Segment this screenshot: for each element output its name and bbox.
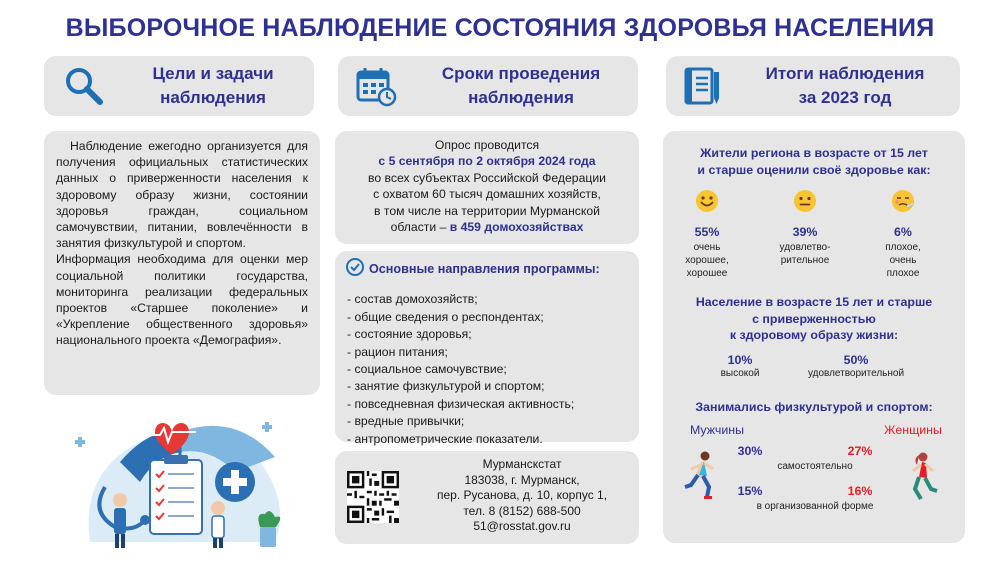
list-item: - вредные привычки;: [347, 414, 465, 429]
health-title: Жители региона в возрасте от 15 лет и старше оценили своё здоровье как:: [697, 146, 931, 177]
page-title: ВЫБОРОЧНОЕ НАБЛЮДЕНИЕ СОСТОЯНИЯ ЗДОРОВЬЯ НАСЕЛЕНИЯ: [65, 14, 935, 42]
female-runner-icon: [907, 451, 943, 503]
directions-title: Основные направления программы:: [369, 262, 600, 276]
health-satisfactory-pct: 39%: [792, 225, 818, 239]
health-poor-pct: 6%: [894, 225, 912, 239]
lifestyle-satisfactory-label: удовлетворительной: [807, 368, 905, 379]
calendar-clock-icon: [348, 58, 404, 114]
neutral-face-icon: [793, 189, 817, 213]
sick-face-icon: [891, 189, 915, 213]
header-timing: [338, 56, 638, 116]
health-poor-label: плохое, очень плохое: [885, 242, 921, 279]
directions-panel: [335, 251, 639, 446]
header-results-title: Итоги наблюдения за 2023 год: [765, 64, 925, 107]
contact-phone: тел. 8 (8152) 688-500: [463, 503, 581, 518]
list-item: - состояние здоровья;: [347, 327, 472, 342]
header-goals: [44, 56, 314, 116]
contact-address: Мурманскстат 183038, г. Мурманск, пер. Русанова, д. 10, корпус 1, тел. 8 (8152) 688-500 51@rosstat.gov.ru: [405, 457, 639, 535]
header-goals-title: Цели и задачи наблюдения: [152, 64, 274, 107]
contacts-panel: [335, 451, 639, 544]
list-item: - общие сведения о респондентах;: [347, 309, 544, 324]
organized-label: в организованной форме: [756, 501, 874, 512]
women-independent-pct: 27%: [847, 444, 873, 458]
lifestyle-satisfactory-pct: 50%: [843, 353, 869, 367]
independent-label: самостоятельно: [777, 461, 853, 472]
lifestyle-title: Население в возрасте 15 лет и старше с приверженностью к здоровому образу жизни:: [695, 295, 933, 343]
men-label: Мужчины: [689, 423, 745, 437]
goals-paragraph-2: Информация необходима для оценки мер социальной политики государства, мониторинга реализации федеральных проектов «Старшее поколение» и «Укрепление общественного здоровья» национального проекта «Демография».: [56, 252, 308, 348]
survey-dates: с 5 сентября по 2 октября 2024 года: [378, 154, 596, 169]
qr-code[interactable]: [347, 471, 399, 523]
contact-email[interactable]: 51@rosstat.gov.ru: [473, 519, 571, 534]
lifestyle-high-pct: 10%: [727, 353, 753, 367]
results-panel: [663, 131, 965, 543]
men-organized-pct: 15%: [737, 484, 763, 498]
list-item: - состав домохозяйств;: [347, 292, 478, 307]
header-timing-title: Сроки проведения наблюдения: [441, 64, 601, 107]
male-runner-icon: [683, 451, 719, 501]
health-good-pct: 55%: [694, 225, 720, 239]
households-count: в 459 домохозяйствах: [449, 220, 584, 235]
notebook-icon: [674, 58, 730, 114]
happy-face-icon: [695, 189, 719, 213]
women-label: Женщины: [884, 423, 942, 437]
lifestyle-high-label: высокой: [720, 368, 760, 379]
health-good-label: очень хорошее, хорошее: [685, 242, 729, 279]
list-item: - повседневная физическая активность;: [347, 396, 575, 411]
list-item: - занятие физкультурой и спортом;: [347, 379, 545, 394]
timing-panel: Опрос проводится с 5 сентября по 2 октября 2024 года во всех субъектах Российской Федерации с охватом 60 тысяч домашних хозяйств, в том числе на территории Мурманской области – в 459 домохозяйствах: [335, 131, 639, 244]
health-satisfactory-label: удовлетво- рительное: [779, 242, 831, 266]
women-organized-pct: 16%: [847, 484, 873, 498]
header-results: [666, 56, 960, 116]
list-item: - антропометрические показатели.: [347, 431, 543, 446]
sport-title: Занимались физкультурой и спортом:: [695, 400, 933, 414]
goals-paragraph-1: Наблюдение ежегодно организуется для получения официальных статистических данных о приверженности населения к здоровому образу жизни, состоянии здоровья граждан, социальном самочувствии, питании, вовлечённости в занятия физкультурой и спортом.: [56, 139, 308, 251]
goals-panel: [44, 131, 320, 395]
list-item: - социальное самочувствие;: [347, 362, 507, 377]
magnifier-icon: [56, 58, 112, 114]
list-item: - рацион питания;: [347, 344, 448, 359]
check-circle-icon: [345, 257, 365, 282]
medical-illustration: [60, 402, 300, 552]
men-independent-pct: 30%: [737, 444, 763, 458]
